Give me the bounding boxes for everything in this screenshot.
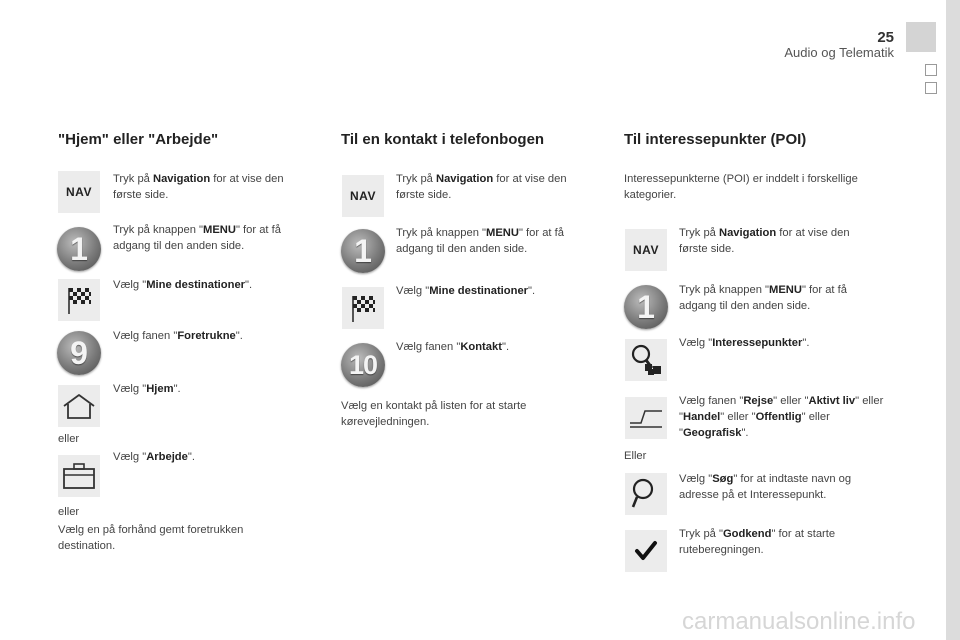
col3-step1-text: Tryk på Navigation for at vise den første side. <box>679 227 850 255</box>
col1-step6-text: Vælg "Arbejde". <box>113 451 195 463</box>
col1-step1-text: Tryk på Navigation for at vise den første side. <box>113 173 284 201</box>
checkmark-icon <box>625 530 667 572</box>
step-number-badge: 9 <box>57 331 101 375</box>
search-icon <box>625 473 667 515</box>
page-tab-marker <box>906 22 936 52</box>
col3-step6-text: Tryk på "Godkend" for at starte ruteberegningen. <box>679 528 836 556</box>
col2-step1-text: Tryk på Navigation for at vise den første side. <box>396 173 567 201</box>
col3-step5-text: Vælg "Søg" for at indtaste navn og adresse på et Interessepunkt. <box>679 473 852 501</box>
col2-title: Til en kontakt i telefonbogen <box>341 131 545 148</box>
col1-title: "Hjem" eller "Arbejde" <box>58 131 219 148</box>
nav-label: NAV <box>633 243 659 257</box>
page-number: 25 <box>877 29 894 46</box>
col1-final-text: Vælg en på forhånd gemt foretrukken destination. <box>58 524 244 552</box>
section-title: Audio og Telematik <box>784 45 894 60</box>
or-label: eller <box>58 433 80 445</box>
col1-step4-text: Vælg fanen "Foretrukne". <box>113 330 243 342</box>
nav-label: NAV <box>66 185 92 199</box>
checkered-flag-icon <box>342 287 384 329</box>
or-label: eller <box>58 506 80 518</box>
col2-step2-text: Tryk på knappen "MENU" for at få adgang til den anden side. <box>396 227 564 255</box>
nav-label: NAV <box>350 189 376 203</box>
briefcase-icon <box>58 455 100 497</box>
col1-step5-text: Vælg "Hjem". <box>113 383 181 395</box>
page-edge-bar <box>946 0 960 640</box>
col2-final-text: Vælg en kontakt på listen for at starte kørevejledningen. <box>341 400 527 428</box>
page-marker-square <box>925 82 937 94</box>
nav-button-icon <box>342 175 384 217</box>
nav-button-icon <box>58 171 100 213</box>
col2-step4-text: Vælg fanen "Kontakt". <box>396 341 510 353</box>
step-number-badge: 1 <box>624 285 668 329</box>
category-tabs-icon <box>625 397 667 439</box>
page-marker-square <box>925 64 937 76</box>
step-number-badge: 1 <box>57 227 101 271</box>
col3-intro-text: Interessepunkterne (POI) er inddelt i forskellige kategorier. <box>624 173 858 201</box>
or-label: Eller <box>624 450 647 462</box>
col2-step3-text: Vælg "Mine destinationer". <box>396 285 536 297</box>
col3-step2-text: Tryk på knappen "MENU" for at få adgang til den anden side. <box>679 284 847 312</box>
nav-button-icon <box>625 229 667 271</box>
home-icon <box>58 385 100 427</box>
step-number-badge: 1 <box>341 229 385 273</box>
col1-step2-text: Tryk på knappen "MENU" for at få adgang til den anden side. <box>113 224 281 252</box>
step-number-badge: 10 <box>341 343 385 387</box>
watermark: carmanualsonline.info <box>682 608 916 635</box>
col3-title: Til interessepunkter (POI) <box>624 131 807 148</box>
col1-step3-text: Vælg "Mine destinationer". <box>113 279 253 291</box>
col3-step4-text: Vælg fanen "Rejse" eller "Aktivt liv" eller "Handel" eller "Offentlig" eller "Geografisk". <box>679 395 884 439</box>
poi-search-icon <box>625 339 667 381</box>
checkered-flag-icon <box>58 279 100 321</box>
col3-step3-text: Vælg "Interessepunkter". <box>679 337 810 349</box>
